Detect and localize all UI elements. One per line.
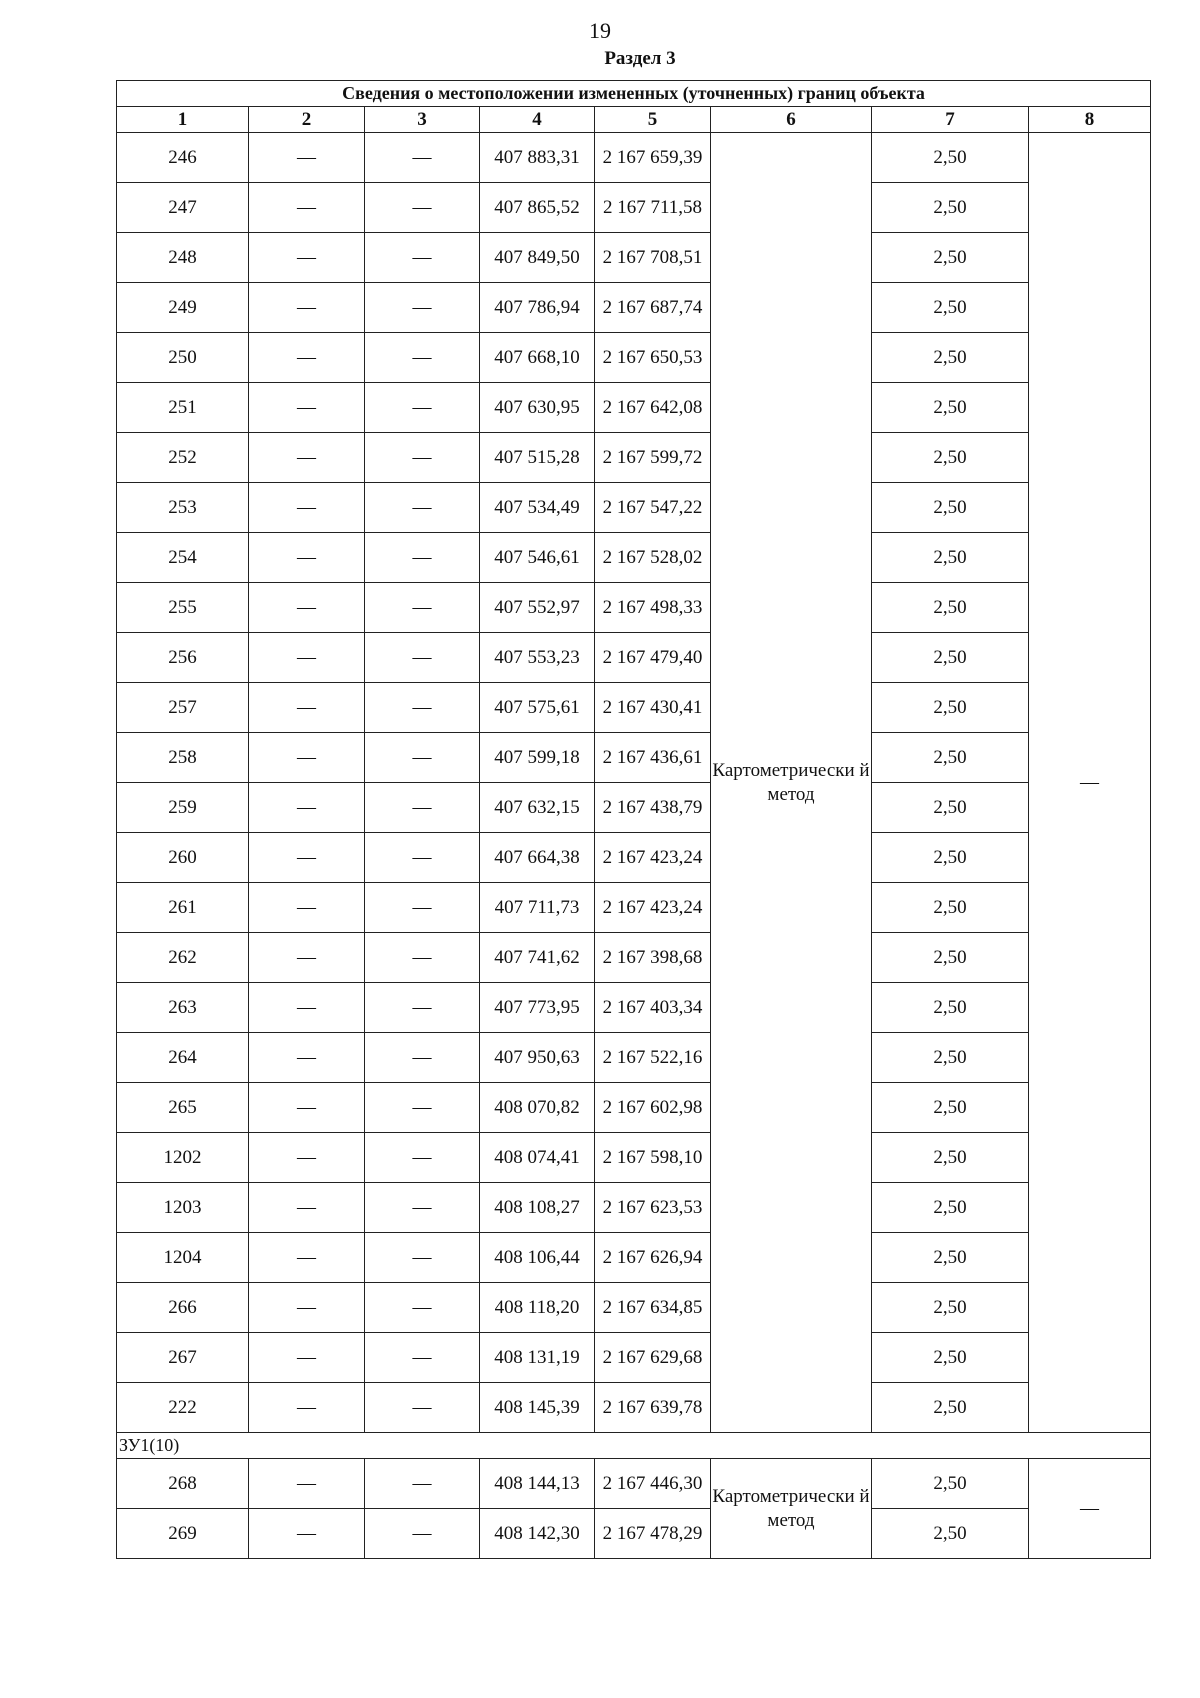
y-coordinate: 2 167 629,68 <box>595 1333 711 1383</box>
point-number: 248 <box>117 233 249 283</box>
old-x-cell: — <box>249 433 365 483</box>
old-y-cell: — <box>365 633 480 683</box>
x-coordinate: 407 883,31 <box>480 133 595 183</box>
point-number: 250 <box>117 333 249 383</box>
section-title: Раздел 3 <box>604 48 676 69</box>
x-coordinate: 408 106,44 <box>480 1233 595 1283</box>
accuracy-cell: 2,50 <box>872 1283 1029 1333</box>
table-row <box>117 1183 1151 1233</box>
point-number: 255 <box>117 583 249 633</box>
accuracy-cell: 2,50 <box>872 433 1029 483</box>
table-row <box>117 1383 1151 1433</box>
accuracy-cell: 2,50 <box>872 533 1029 583</box>
point-number: 264 <box>117 1033 249 1083</box>
old-y-cell: — <box>365 333 480 383</box>
accuracy-cell: 2,50 <box>872 683 1029 733</box>
accuracy-cell: 2,50 <box>872 733 1029 783</box>
method-cell: Картометрически й метод <box>711 1459 872 1559</box>
accuracy-cell: 2,50 <box>872 283 1029 333</box>
old-y-cell: — <box>365 1283 480 1333</box>
old-x-cell: — <box>249 483 365 533</box>
old-y-cell: — <box>365 533 480 583</box>
point-number: 267 <box>117 1333 249 1383</box>
old-y-cell: — <box>365 1133 480 1183</box>
description-cell: — <box>1029 1459 1151 1559</box>
old-x-cell: — <box>249 1133 365 1183</box>
accuracy-cell: 2,50 <box>872 333 1029 383</box>
accuracy-cell: 2,50 <box>872 1033 1029 1083</box>
y-coordinate: 2 167 522,16 <box>595 1033 711 1083</box>
column-header: 3 <box>365 107 480 133</box>
y-coordinate: 2 167 659,39 <box>595 133 711 183</box>
point-number: 253 <box>117 483 249 533</box>
y-coordinate: 2 167 687,74 <box>595 283 711 333</box>
point-number: 265 <box>117 1083 249 1133</box>
table-row <box>117 983 1151 1033</box>
x-coordinate: 408 142,30 <box>480 1509 595 1559</box>
old-x-cell: — <box>249 1509 365 1559</box>
x-coordinate: 407 599,18 <box>480 733 595 783</box>
old-x-cell: — <box>249 533 365 583</box>
accuracy-cell: 2,50 <box>872 1333 1029 1383</box>
table-row <box>117 1459 1151 1509</box>
old-x-cell: — <box>249 833 365 883</box>
x-coordinate: 408 131,19 <box>480 1333 595 1383</box>
x-coordinate: 408 118,20 <box>480 1283 595 1333</box>
x-coordinate: 407 632,15 <box>480 783 595 833</box>
y-coordinate: 2 167 436,61 <box>595 733 711 783</box>
old-y-cell: — <box>365 1333 480 1383</box>
x-coordinate: 407 786,94 <box>480 283 595 333</box>
column-header: 6 <box>711 107 872 133</box>
point-number: 260 <box>117 833 249 883</box>
accuracy-cell: 2,50 <box>872 583 1029 633</box>
x-coordinate: 408 108,27 <box>480 1183 595 1233</box>
accuracy-cell: 2,50 <box>872 483 1029 533</box>
y-coordinate: 2 167 547,22 <box>595 483 711 533</box>
x-coordinate: 407 668,10 <box>480 333 595 383</box>
y-coordinate: 2 167 626,94 <box>595 1233 711 1283</box>
accuracy-cell: 2,50 <box>872 933 1029 983</box>
table-row <box>117 133 1151 183</box>
old-y-cell: — <box>365 383 480 433</box>
point-number: 262 <box>117 933 249 983</box>
column-header: 8 <box>1029 107 1151 133</box>
point-number: 1204 <box>117 1233 249 1283</box>
old-x-cell: — <box>249 333 365 383</box>
old-x-cell: — <box>249 983 365 1033</box>
accuracy-cell: 2,50 <box>872 1133 1029 1183</box>
point-number: 247 <box>117 183 249 233</box>
y-coordinate: 2 167 650,53 <box>595 333 711 383</box>
accuracy-cell: 2,50 <box>872 1383 1029 1433</box>
point-number: 256 <box>117 633 249 683</box>
old-y-cell: — <box>365 183 480 233</box>
old-x-cell: — <box>249 1233 365 1283</box>
y-coordinate: 2 167 623,53 <box>595 1183 711 1233</box>
accuracy-cell: 2,50 <box>872 133 1029 183</box>
old-y-cell: — <box>365 433 480 483</box>
accuracy-cell: 2,50 <box>872 633 1029 683</box>
x-coordinate: 407 773,95 <box>480 983 595 1033</box>
x-coordinate: 407 741,62 <box>480 933 595 983</box>
x-coordinate: 407 664,38 <box>480 833 595 883</box>
column-header: 5 <box>595 107 711 133</box>
y-coordinate: 2 167 711,58 <box>595 183 711 233</box>
point-number: 252 <box>117 433 249 483</box>
x-coordinate: 407 534,49 <box>480 483 595 533</box>
old-x-cell: — <box>249 683 365 733</box>
y-coordinate: 2 167 479,40 <box>595 633 711 683</box>
accuracy-cell: 2,50 <box>872 883 1029 933</box>
x-coordinate: 407 865,52 <box>480 183 595 233</box>
table-row <box>117 1233 1151 1283</box>
y-coordinate: 2 167 642,08 <box>595 383 711 433</box>
table-row <box>117 233 1151 283</box>
accuracy-cell: 2,50 <box>872 1233 1029 1283</box>
point-number: 222 <box>117 1383 249 1433</box>
y-coordinate: 2 167 438,79 <box>595 783 711 833</box>
table-row <box>117 1083 1151 1133</box>
old-y-cell: — <box>365 883 480 933</box>
old-x-cell: — <box>249 633 365 683</box>
point-number: 269 <box>117 1509 249 1559</box>
table-row <box>117 1333 1151 1383</box>
accuracy-cell: 2,50 <box>872 1509 1029 1559</box>
y-coordinate: 2 167 602,98 <box>595 1083 711 1133</box>
y-coordinate: 2 167 528,02 <box>595 533 711 583</box>
old-y-cell: — <box>365 283 480 333</box>
accuracy-cell: 2,50 <box>872 383 1029 433</box>
old-x-cell: — <box>249 283 365 333</box>
old-y-cell: — <box>365 233 480 283</box>
y-coordinate: 2 167 446,30 <box>595 1459 711 1509</box>
column-header: 7 <box>872 107 1029 133</box>
old-x-cell: — <box>249 1283 365 1333</box>
old-x-cell: — <box>249 183 365 233</box>
method-cell: Картометрически й метод <box>711 133 872 1433</box>
old-y-cell: — <box>365 833 480 883</box>
old-y-cell: — <box>365 783 480 833</box>
y-coordinate: 2 167 478,29 <box>595 1509 711 1559</box>
x-coordinate: 407 515,28 <box>480 433 595 483</box>
x-coordinate: 407 546,61 <box>480 533 595 583</box>
accuracy-cell: 2,50 <box>872 783 1029 833</box>
x-coordinate: 407 950,63 <box>480 1033 595 1083</box>
table-row <box>117 1033 1151 1083</box>
old-x-cell: — <box>249 1083 365 1133</box>
table-row <box>117 433 1151 483</box>
y-coordinate: 2 167 708,51 <box>595 233 711 283</box>
point-number: 1202 <box>117 1133 249 1183</box>
y-coordinate: 2 167 430,41 <box>595 683 711 733</box>
old-y-cell: — <box>365 1033 480 1083</box>
table-caption: Сведения о местоположении измененных (уточненных) границ объекта <box>117 81 1151 107</box>
table-row <box>117 533 1151 583</box>
old-x-cell: — <box>249 933 365 983</box>
table-row <box>117 683 1151 733</box>
column-header: 1 <box>117 107 249 133</box>
table-row <box>117 483 1151 533</box>
old-y-cell: — <box>365 933 480 983</box>
y-coordinate: 2 167 498,33 <box>595 583 711 633</box>
old-x-cell: — <box>249 383 365 433</box>
point-number: 257 <box>117 683 249 733</box>
x-coordinate: 408 144,13 <box>480 1459 595 1509</box>
description-cell: — <box>1029 133 1151 1433</box>
x-coordinate: 407 553,23 <box>480 633 595 683</box>
y-coordinate: 2 167 598,10 <box>595 1133 711 1183</box>
table-row <box>117 833 1151 883</box>
point-number: 259 <box>117 783 249 833</box>
table-row <box>117 883 1151 933</box>
x-coordinate: 407 575,61 <box>480 683 595 733</box>
old-y-cell: — <box>365 983 480 1033</box>
old-y-cell: — <box>365 1183 480 1233</box>
old-y-cell: — <box>365 1233 480 1283</box>
table-row <box>117 783 1151 833</box>
boundary-coordinates-table <box>116 80 1151 1559</box>
accuracy-cell: 2,50 <box>872 1183 1029 1233</box>
old-y-cell: — <box>365 1383 480 1433</box>
x-coordinate: 408 074,41 <box>480 1133 595 1183</box>
table-row <box>117 1133 1151 1183</box>
x-coordinate: 407 849,50 <box>480 233 595 283</box>
column-header: 4 <box>480 107 595 133</box>
point-number: 261 <box>117 883 249 933</box>
y-coordinate: 2 167 403,34 <box>595 983 711 1033</box>
table-row <box>117 633 1151 683</box>
old-y-cell: — <box>365 683 480 733</box>
old-x-cell: — <box>249 883 365 933</box>
old-x-cell: — <box>249 133 365 183</box>
table-row <box>117 283 1151 333</box>
point-number: 251 <box>117 383 249 433</box>
old-x-cell: — <box>249 1183 365 1233</box>
old-x-cell: — <box>249 783 365 833</box>
old-x-cell: — <box>249 583 365 633</box>
table-caption-row <box>117 81 1151 107</box>
point-number: 249 <box>117 283 249 333</box>
old-x-cell: — <box>249 1383 365 1433</box>
point-number: 266 <box>117 1283 249 1333</box>
x-coordinate: 408 070,82 <box>480 1083 595 1133</box>
y-coordinate: 2 167 423,24 <box>595 883 711 933</box>
old-x-cell: — <box>249 233 365 283</box>
old-x-cell: — <box>249 1333 365 1383</box>
subsection-label: ЗУ1(10) <box>117 1433 1151 1459</box>
y-coordinate: 2 167 599,72 <box>595 433 711 483</box>
accuracy-cell: 2,50 <box>872 183 1029 233</box>
old-x-cell: — <box>249 733 365 783</box>
subsection-row <box>117 1433 1151 1459</box>
table-row <box>117 583 1151 633</box>
old-y-cell: — <box>365 583 480 633</box>
table-row <box>117 1283 1151 1333</box>
point-number: 268 <box>117 1459 249 1509</box>
point-number: 1203 <box>117 1183 249 1233</box>
old-x-cell: — <box>249 1033 365 1083</box>
table-row <box>117 733 1151 783</box>
point-number: 258 <box>117 733 249 783</box>
old-y-cell: — <box>365 1509 480 1559</box>
old-y-cell: — <box>365 733 480 783</box>
table-row <box>117 383 1151 433</box>
x-coordinate: 408 145,39 <box>480 1383 595 1433</box>
accuracy-cell: 2,50 <box>872 983 1029 1033</box>
table-row <box>117 1509 1151 1559</box>
column-header: 2 <box>249 107 365 133</box>
x-coordinate: 407 711,73 <box>480 883 595 933</box>
old-y-cell: — <box>365 483 480 533</box>
point-number: 246 <box>117 133 249 183</box>
old-y-cell: — <box>365 133 480 183</box>
point-number: 254 <box>117 533 249 583</box>
point-number: 263 <box>117 983 249 1033</box>
old-y-cell: — <box>365 1083 480 1133</box>
x-coordinate: 407 552,97 <box>480 583 595 633</box>
y-coordinate: 2 167 423,24 <box>595 833 711 883</box>
header-row <box>117 107 1151 133</box>
accuracy-cell: 2,50 <box>872 833 1029 883</box>
accuracy-cell: 2,50 <box>872 1083 1029 1133</box>
table-row <box>117 933 1151 983</box>
table-row <box>117 333 1151 383</box>
old-x-cell: — <box>249 1459 365 1509</box>
accuracy-cell: 2,50 <box>872 233 1029 283</box>
accuracy-cell: 2,50 <box>872 1459 1029 1509</box>
y-coordinate: 2 167 634,85 <box>595 1283 711 1333</box>
x-coordinate: 407 630,95 <box>480 383 595 433</box>
page-number: 19 <box>589 18 611 43</box>
y-coordinate: 2 167 639,78 <box>595 1383 711 1433</box>
old-y-cell: — <box>365 1459 480 1509</box>
table-row <box>117 183 1151 233</box>
y-coordinate: 2 167 398,68 <box>595 933 711 983</box>
